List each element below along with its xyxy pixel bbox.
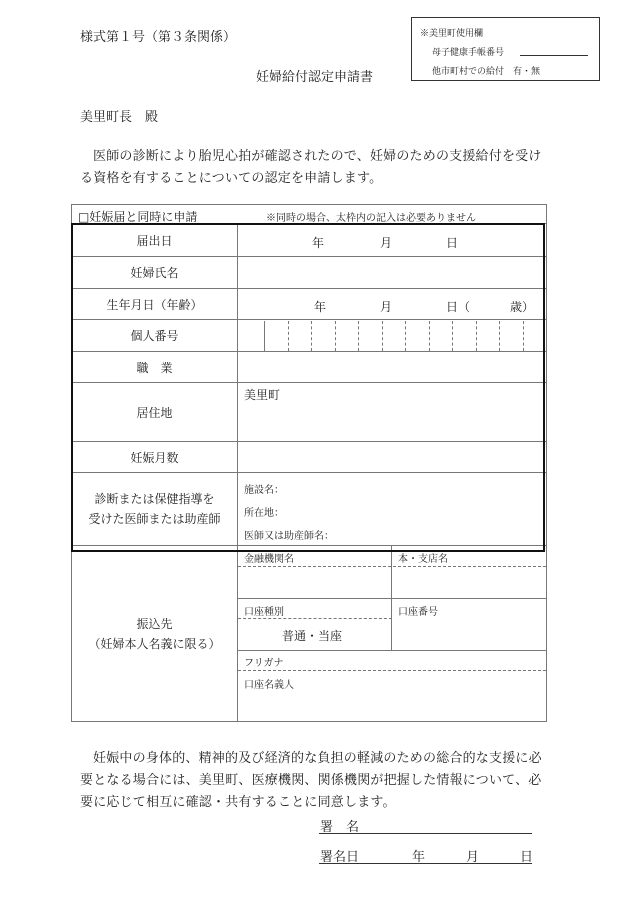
personal-number-label: 個人番号 <box>72 320 238 352</box>
account-type-options[interactable]: 普通・当座 <box>282 629 343 643</box>
birth-age-unit: 歳） <box>510 300 535 314</box>
signature-day-unit: 日 <box>520 850 534 865</box>
consent-paragraph <box>80 748 560 814</box>
furigana-label: フリガナ <box>244 658 284 669</box>
account-number-label: 口座番号 <box>398 607 438 618</box>
occupation-field[interactable] <box>238 352 547 383</box>
birth-year-unit: 年 <box>314 300 327 314</box>
institution-input[interactable] <box>238 567 390 598</box>
signature-date-line[interactable] <box>319 863 532 864</box>
address-field[interactable] <box>238 383 547 442</box>
pregnant-name-label: 妊婦氏名 <box>72 257 238 289</box>
consent-line-2: 要となる場合には、美里町、医療機関、関係機関が把握した情報について、必 <box>80 773 542 788</box>
account-holder-label: 口座名義人 <box>244 680 294 691</box>
maternal-handbook-number-line[interactable] <box>520 55 588 56</box>
personal-number-digit-grid <box>264 321 546 351</box>
submission-date-label: 届出日 <box>72 224 238 257</box>
signature-line[interactable] <box>319 833 532 834</box>
signature-month-unit: 月 <box>466 850 480 865</box>
bank-label <box>72 546 238 722</box>
institution-label: 金融機関名 <box>244 554 294 565</box>
pregnancy-months-field[interactable] <box>238 442 547 473</box>
account-type-label: 口座種別 <box>244 607 284 618</box>
doctor-label-line-1: 診断または保健指導を <box>94 492 215 506</box>
bank-label-line-2: （妊婦本人名義に限る） <box>88 636 221 651</box>
form-title: 妊婦給付認定申請書 <box>256 70 374 85</box>
intro-paragraph <box>80 146 560 190</box>
signature-year-unit: 年 <box>412 850 426 865</box>
form-number: 様式第１号（第３条関係） <box>80 30 237 45</box>
concurrent-row <box>72 205 547 224</box>
doctor-label <box>72 473 238 546</box>
consent-line-1: 妊娠中の身体的、精神的及び経済的な負担の軽減のための総合的な支援に必 <box>93 751 542 766</box>
branch-input[interactable] <box>392 567 546 598</box>
date-month-unit: 月 <box>380 236 393 250</box>
maternal-handbook-number-label: 母子健康手帳番号 <box>432 48 505 58</box>
pregnancy-months-label: 妊娠月数 <box>72 442 238 473</box>
account-holder-input[interactable] <box>238 671 546 721</box>
office-use-heading: ※美里町使用欄 <box>420 29 484 39</box>
doctor-field[interactable] <box>238 473 547 546</box>
application-table <box>71 204 547 722</box>
date-year-unit: 年 <box>312 236 325 250</box>
birth-month-unit: 月 <box>380 300 393 314</box>
occupation-label: 職 業 <box>72 352 238 383</box>
consent-line-3: 要に応じて相互に確認・共有することに同意します。 <box>80 795 396 810</box>
bank-label-line-1: 振込先 <box>136 616 173 631</box>
birth-day-unit: 日（ <box>446 300 471 314</box>
signature-label: 署 名 <box>320 820 360 835</box>
pregnant-name-field[interactable] <box>238 257 547 289</box>
doctor-name-label: 医師又は助産師名： <box>244 531 334 542</box>
account-number-input[interactable] <box>392 599 546 650</box>
location-label: 所在地： <box>244 508 284 519</box>
date-day-unit: 日 <box>446 236 459 250</box>
birthdate-field[interactable] <box>238 289 547 320</box>
address-prefix: 美里町 <box>244 388 281 402</box>
signature-date-label: 署名日 <box>320 850 360 865</box>
concurrent-checkbox[interactable]: □妊娠届と同時に申請 <box>78 210 198 224</box>
intro-line-1: 医師の診断により胎児心拍が確認されたので、妊婦のための支援給付を受け <box>93 149 542 164</box>
birthdate-label: 生年月日（年齢） <box>72 289 238 320</box>
office-use-box <box>411 17 600 81</box>
submission-date-field[interactable] <box>238 224 547 257</box>
other-municipality-benefit-label: 他市町村での給付 有・無 <box>432 67 541 77</box>
doctor-label-line-2: 受けた医師または助産師 <box>88 512 221 526</box>
bank-field <box>238 546 547 722</box>
address-label: 居住地 <box>72 383 238 442</box>
facility-label: 施設名： <box>244 485 284 496</box>
intro-line-2: る資格を有することについての認定を申請します。 <box>80 171 383 186</box>
personal-number-field[interactable] <box>238 320 547 352</box>
branch-label: 本・支店名 <box>398 554 448 565</box>
addressee: 美里町長 殿 <box>80 110 159 125</box>
concurrent-note: ※同時の場合、太枠内の記入は必要ありません <box>266 213 476 224</box>
